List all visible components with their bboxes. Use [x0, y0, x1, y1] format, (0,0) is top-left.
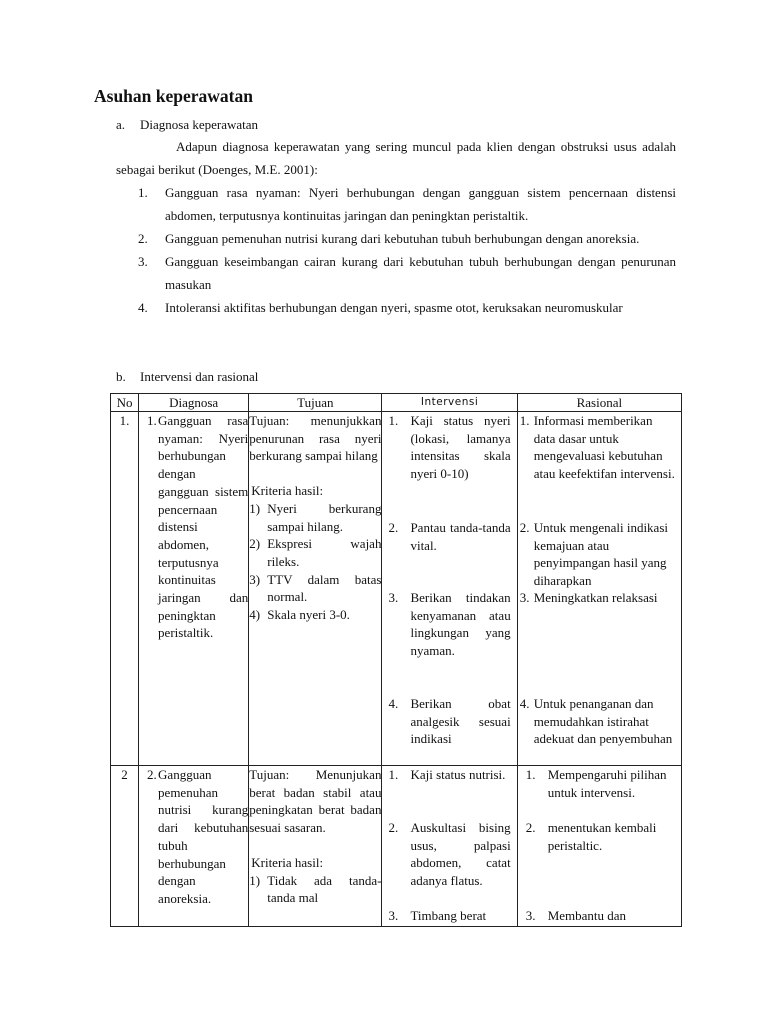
diagnosa-list [138, 181, 676, 319]
rasional-num: 2. [519, 520, 530, 535]
kriteria-item [249, 571, 381, 606]
rasional-num: 4. [519, 696, 530, 711]
rasional-text: Untuk penanganan dan memudahkan istirahat adekuat dan penyembuhan [533, 696, 673, 747]
intervensi-num: 2. [388, 520, 399, 535]
list-item [138, 250, 676, 296]
section-a-title [116, 117, 258, 133]
intervensi-text: Timbang berat [410, 908, 487, 923]
rasional-text: menentukan kembali peristaltic. [547, 820, 657, 853]
section-b-label: Intervensi dan rasional [140, 369, 259, 384]
list-item [138, 296, 676, 319]
page-heading: Asuhan keperawatan [94, 86, 253, 106]
intervensi-text: Berikan tindakan kenyamanan atau lingkungan yang nyaman. [410, 590, 511, 659]
intervensi-num: 2. [388, 820, 399, 835]
intervensi-item [388, 412, 510, 483]
rasional-num: 1. [525, 767, 536, 782]
intervensi-num: 1. [388, 413, 399, 428]
list-item-num: 2. [138, 231, 148, 246]
kriteria-text: Tidak ada tanda-tanda mal [267, 872, 382, 906]
table-header-row [111, 394, 682, 412]
kriteria-num: 1) [249, 872, 261, 888]
kriteria-num: 3) [249, 571, 261, 587]
section-b-title [116, 369, 258, 385]
rasional-cell [517, 412, 681, 766]
kriteria-text: Ekspresi wajah rileks. [267, 536, 382, 569]
paragraph-text: Adapun diagnosa keperawatan yang sering muncul pada klien dengan obstruksi usus adalah sebagai berikut (Doenges, M.E. 2001): [116, 139, 676, 177]
tujuan-text: Tujuan: menunjukkan penurunan rasa nyeri berkurang sampai hilang [249, 413, 382, 464]
table-row [111, 412, 682, 766]
rasional-num: 2. [525, 820, 536, 835]
list-item-num: 1. [138, 185, 148, 200]
list-item-text: Gangguan rasa nyaman: Nyeri berhubungan dengan gangguan sistem pencernaan distensi abdomen, terputusnya kontinuitas jaringan dan peningktan peristaltik. [165, 185, 676, 223]
intervensi-text: Berikan obat analgesik sesuai indikasi [410, 696, 511, 747]
kriteria-item [249, 606, 381, 624]
header-no: No [111, 394, 139, 412]
intervensi-table [110, 393, 682, 927]
section-a-marker: a. [116, 117, 126, 132]
rasional-cell [517, 766, 681, 927]
rasional-text: Meningkatkan relaksasi [533, 590, 658, 605]
tujuan-cell [249, 766, 382, 927]
rasional-num: 3. [519, 590, 530, 605]
kriteria-num: 1) [249, 500, 261, 516]
rasional-item [526, 819, 677, 854]
rasional-item [520, 412, 677, 483]
intervensi-text: Auskultasi bising usus, palpasi abdomen, catat adanya flatus. [410, 820, 511, 889]
header-intervensi: Intervensi [382, 394, 517, 412]
intervensi-text: Kaji status nutrisi. [410, 767, 506, 782]
row-number: 2 [111, 766, 139, 927]
rasional-num: 3. [525, 908, 536, 923]
list-item [138, 227, 676, 250]
intervensi-item [388, 589, 510, 660]
diagnosa-num: 2. [147, 767, 157, 782]
rasional-text: Mempengaruhi pilihan untuk intervensi. [547, 767, 667, 800]
intervensi-num: 3. [388, 590, 399, 605]
kriteria-text: Nyeri berkurang sampai hilang. [267, 500, 382, 534]
kriteria-text: TTV dalam batas normal. [267, 571, 382, 605]
intervensi-text: Kaji status nyeri (lokasi, lamanya intensitas skala nyeri 0-10) [410, 413, 511, 482]
intervensi-num: 3. [388, 908, 399, 923]
rasional-text: Membantu dan [547, 908, 627, 923]
intervensi-cell [382, 412, 517, 766]
intervensi-text: Pantau tanda-tanda vital. [410, 520, 511, 553]
section-b-marker: b. [116, 369, 126, 384]
list-item-text: Gangguan keseimbangan cairan kurang dari kebutuhan tubuh berhubungan dengan penurunan masukan [165, 254, 676, 292]
diagnosa-cell [139, 412, 249, 766]
section-a-paragraph [116, 135, 676, 181]
diagnosa-text: Gangguan rasa nyaman: Nyeri berhubungan dengan gangguan sistem pencernaan distensi abdomen, terputusnya kontinuitas jaringan dan peningktan peristaltik. [158, 413, 249, 641]
diagnosa-cell [139, 766, 249, 927]
rasional-num: 1. [519, 413, 530, 428]
intervensi-item [388, 519, 510, 554]
diagnosa-text: Gangguan pemenuhan nutrisi kurang dari kebutuhan tubuh berhubungan dengan anoreksia. [158, 767, 249, 906]
kriteria-item [249, 535, 381, 570]
kriteria-label: Kriteria hasil: [251, 854, 324, 870]
list-item-text: Gangguan pemenuhan nutrisi kurang dari kebutuhan tubuh berhubungan dengan anoreksia. [165, 231, 640, 246]
kriteria-item [249, 500, 381, 535]
kriteria-item [249, 872, 381, 907]
intervensi-cell [382, 766, 517, 927]
list-item-num: 3. [138, 254, 148, 269]
rasional-text: Informasi memberikan data dasar untuk mengevaluasi kebutuhan atau keefektifan intervensi. [533, 413, 675, 482]
intervensi-item [388, 907, 510, 925]
tujuan-cell [249, 412, 382, 766]
kriteria-text: Skala nyeri 3-0. [267, 607, 350, 623]
kriteria-num: 2) [249, 536, 261, 552]
intervensi-num: 4. [388, 696, 399, 711]
rasional-item [520, 589, 677, 607]
header-diagnosa: Diagnosa [139, 394, 249, 412]
list-item-num: 4. [138, 300, 148, 315]
tujuan-text: Tujuan: Menunjukan berat badan stabil atau peningkatan berat badan sesuai sasaran. [249, 767, 382, 836]
kriteria-num: 4) [249, 607, 261, 623]
intervensi-item [388, 819, 510, 890]
row-number: 1. [111, 412, 139, 766]
table-row [111, 766, 682, 927]
diagnosa-num: 1. [147, 413, 157, 428]
rasional-item [526, 766, 677, 801]
rasional-item [520, 519, 677, 590]
intervensi-item [388, 695, 510, 748]
list-item-text: Intoleransi aktifitas berhubungan dengan nyeri, spasme otot, keruksakan neuromuskular [165, 300, 623, 315]
list-item [138, 181, 676, 227]
section-a-label: Diagnosa keperawatan [140, 117, 259, 132]
intervensi-item [388, 766, 510, 784]
rasional-text: Untuk mengenali indikasi kemajuan atau penyimpangan hasil yang diharapkan [533, 520, 668, 589]
kriteria-label: Kriteria hasil: [251, 483, 324, 499]
rasional-item [520, 695, 677, 748]
header-rasional: Rasional [517, 394, 681, 412]
intervensi-num: 1. [388, 767, 399, 782]
rasional-item [526, 907, 677, 925]
header-tujuan: Tujuan [249, 394, 382, 412]
